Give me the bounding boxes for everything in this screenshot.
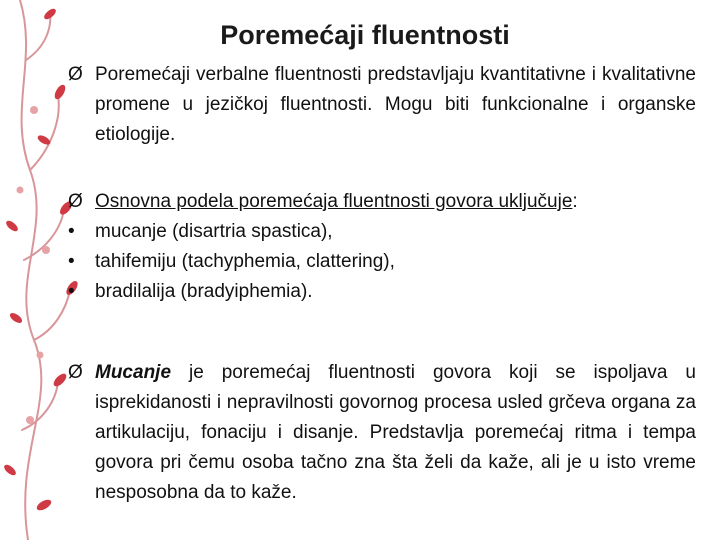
petal xyxy=(53,83,68,101)
list-item xyxy=(68,277,696,307)
list-item-text: mucanje (disartria spastica), xyxy=(95,221,333,242)
intro-text: Poremećaji verbalne fluentnosti predstavljaju kvantitativne i kvalitativne promene u jezičkoj fluentnosti. Mogu biti funkcionalne i organske etiologije. xyxy=(95,64,696,145)
flower-bud xyxy=(42,246,50,254)
vine-stem xyxy=(20,0,41,540)
flower-bud xyxy=(37,352,44,359)
petal xyxy=(8,311,23,325)
petal xyxy=(2,463,17,477)
stuttering-text xyxy=(95,358,696,508)
arrow-bullet-icon: Ø xyxy=(68,362,83,383)
list-item xyxy=(68,217,696,247)
stuttering-paragraph xyxy=(68,358,696,508)
flower-bud xyxy=(26,416,34,424)
flower-bud xyxy=(30,106,38,114)
arrow-bullet-icon: Ø xyxy=(68,191,83,212)
intro-paragraph xyxy=(68,60,696,150)
list-item xyxy=(68,247,696,277)
flower-bud xyxy=(17,187,24,194)
vine-branch xyxy=(34,290,70,340)
bullet-dot-icon: • xyxy=(68,251,75,272)
bullet-dot-icon: • xyxy=(68,221,75,242)
heading-colon: : xyxy=(572,191,578,212)
classification-heading-text: Osnovna podela poremećaja fluentnosti govora uključuje xyxy=(95,191,573,212)
petal xyxy=(52,372,69,389)
classification-section xyxy=(68,187,696,307)
classification-heading xyxy=(95,187,696,217)
slide-title: Poremećaji fluentnosti xyxy=(220,20,510,50)
arrow-bullet-icon: Ø xyxy=(68,64,83,85)
list-item-text: tahifemiju (tachyphemia, clattering), xyxy=(95,251,395,272)
list-item-text: bradilalija (bradyiphemia). xyxy=(95,281,313,302)
stuttering-definition: je poremećaj fluentnosti govora koji se ispoljava u isprekidanosti i nepravilnosti govornog procesa usled grčeva organa za artikulaciju, fonaciju i disanje. Predstavlja poremećaj ritma i tempa govora pri čemu osoba tačno zna šta želi da kaže, ali je u isto vreme nesposobna da to kaže. xyxy=(95,362,696,503)
bullet-dot-icon: • xyxy=(68,281,75,302)
petal xyxy=(35,498,53,513)
petal xyxy=(4,219,19,233)
stuttering-term: Mucanje xyxy=(95,362,172,383)
